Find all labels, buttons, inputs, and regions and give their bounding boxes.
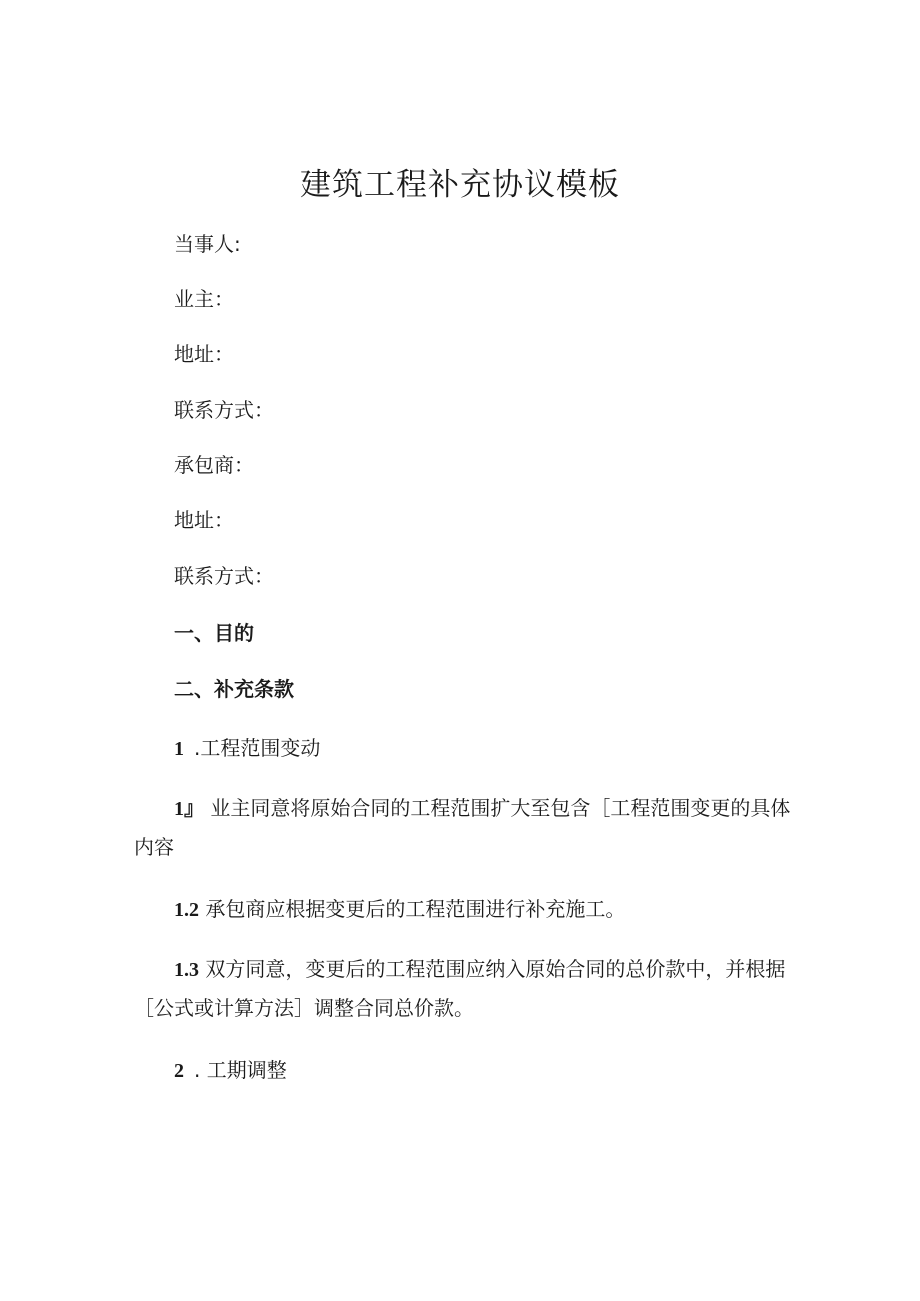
- contractor-label: 承包商：: [174, 453, 254, 477]
- contractor-address-label: 地址：: [174, 508, 234, 532]
- clause1-number: 1: [174, 738, 184, 760]
- section-supplementary-terms-heading: 二、补充条款: [174, 677, 294, 701]
- parties-label: 当事人:: [174, 232, 241, 256]
- clause1-item3-text: 双方同意，变更后的工程范围应纳入原始合同的总价款中，并根据［公式或计算方法］调整合同总价款。: [134, 957, 786, 1020]
- owner-label: 业主：: [174, 287, 234, 311]
- contractor-contact-label: 联系方式：: [174, 564, 274, 588]
- clause1-item1-text: 业主同意将原始合同的工程范围扩大至包含［工程范围变更的具体内容: [134, 796, 791, 859]
- clause1-item3: [134, 950, 794, 1027]
- clause2-number: 2: [174, 1060, 184, 1082]
- clause2-title: . 工期调整: [194, 1058, 287, 1082]
- clause1-item1-number: 1』: [174, 798, 204, 820]
- clause1-heading: [174, 734, 320, 763]
- clause1-item2: [134, 890, 794, 929]
- owner-address-label: 地址：: [174, 342, 234, 366]
- clause1-item3-number: 1.3: [174, 959, 199, 981]
- clause1-item2-text: 承包商应根据变更后的工程范围进行补充施工。: [205, 897, 626, 921]
- clause1-title: .工程范围变动: [194, 736, 321, 760]
- owner-contact-label: 联系方式：: [174, 398, 274, 422]
- clause2-heading: [174, 1056, 287, 1085]
- clause1-item1: [134, 789, 794, 866]
- section-purpose-heading: 一、目的: [174, 621, 254, 645]
- clause1-item2-number: 1.2: [174, 899, 199, 921]
- document-title: 建筑工程补充协议模板: [300, 167, 620, 203]
